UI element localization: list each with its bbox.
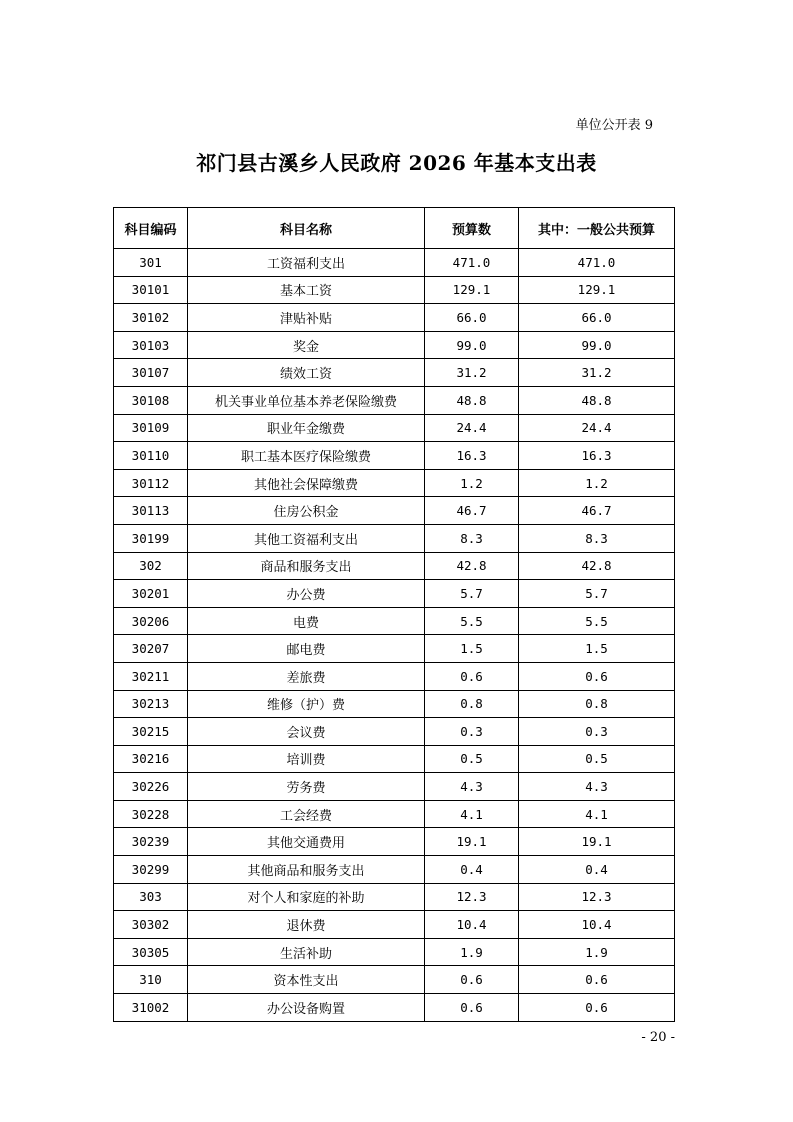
column-header-code: 科目编码: [114, 208, 188, 249]
cell-code: 30108: [114, 386, 188, 414]
cell-general-budget: 8.3: [519, 524, 675, 552]
document-title: 祁门县古溪乡人民政府 2026 年基本支出表: [196, 151, 597, 175]
table-row: [114, 580, 675, 608]
cell-general-budget: 0.6: [519, 966, 675, 994]
cell-name: 住房公积金: [188, 497, 425, 525]
cell-general-budget: 0.6: [519, 662, 675, 690]
table-row: [114, 414, 675, 442]
cell-general-budget: 24.4: [519, 414, 675, 442]
cell-budget: 0.4: [425, 856, 519, 884]
cell-budget: 1.9: [425, 938, 519, 966]
cell-general-budget: 10.4: [519, 911, 675, 939]
cell-budget: 12.3: [425, 883, 519, 911]
cell-budget: 16.3: [425, 442, 519, 470]
cell-code: 30299: [114, 856, 188, 884]
cell-name: 培训费: [188, 745, 425, 773]
cell-code: 30103: [114, 331, 188, 359]
table-row: [114, 497, 675, 525]
cell-budget: 1.2: [425, 469, 519, 497]
cell-general-budget: 16.3: [519, 442, 675, 470]
table-row: [114, 773, 675, 801]
cell-budget: 99.0: [425, 331, 519, 359]
table-row: [114, 276, 675, 304]
column-header-name: 科目名称: [188, 208, 425, 249]
cell-general-budget: 46.7: [519, 497, 675, 525]
column-header-budget: 预算数: [425, 208, 519, 249]
table-row: [114, 938, 675, 966]
table-header-row: [114, 208, 675, 249]
cell-general-budget: 4.1: [519, 800, 675, 828]
cell-budget: 24.4: [425, 414, 519, 442]
page-number: - 20 -: [641, 1030, 675, 1045]
table-row: [114, 966, 675, 994]
cell-code: 30302: [114, 911, 188, 939]
table-row: [114, 856, 675, 884]
cell-code: 30112: [114, 469, 188, 497]
cell-code: 301: [114, 249, 188, 277]
cell-name: 电费: [188, 607, 425, 635]
cell-budget: 0.6: [425, 994, 519, 1022]
table-row: [114, 828, 675, 856]
cell-code: 30201: [114, 580, 188, 608]
cell-general-budget: 99.0: [519, 331, 675, 359]
cell-general-budget: 0.5: [519, 745, 675, 773]
cell-name: 维修（护）费: [188, 690, 425, 718]
cell-code: 30107: [114, 359, 188, 387]
table-row: [114, 359, 675, 387]
cell-code: 30226: [114, 773, 188, 801]
cell-code: 310: [114, 966, 188, 994]
table-row: [114, 911, 675, 939]
table-row: [114, 690, 675, 718]
cell-budget: 129.1: [425, 276, 519, 304]
cell-budget: 5.7: [425, 580, 519, 608]
table-row: [114, 635, 675, 663]
table-row: [114, 386, 675, 414]
table-row: [114, 331, 675, 359]
cell-name: 机关事业单位基本养老保险缴费: [188, 386, 425, 414]
cell-general-budget: 1.5: [519, 635, 675, 663]
table-row: [114, 552, 675, 580]
cell-general-budget: 31.2: [519, 359, 675, 387]
cell-code: 30228: [114, 800, 188, 828]
cell-budget: 1.5: [425, 635, 519, 663]
budget-table: [113, 207, 675, 1022]
cell-budget: 0.5: [425, 745, 519, 773]
cell-name: 会议费: [188, 718, 425, 746]
cell-code: 30216: [114, 745, 188, 773]
column-header-general-budget: 其中：一般公共预算: [519, 208, 675, 249]
cell-name: 其他商品和服务支出: [188, 856, 425, 884]
cell-name: 商品和服务支出: [188, 552, 425, 580]
cell-code: 30109: [114, 414, 188, 442]
cell-budget: 4.1: [425, 800, 519, 828]
cell-code: 30211: [114, 662, 188, 690]
cell-general-budget: 0.6: [519, 994, 675, 1022]
cell-budget: 0.6: [425, 662, 519, 690]
page-label: 单位公开表 9: [575, 118, 653, 133]
cell-code: 30101: [114, 276, 188, 304]
cell-name: 绩效工资: [188, 359, 425, 387]
cell-code: 30102: [114, 304, 188, 332]
cell-name: 退休费: [188, 911, 425, 939]
table-row: [114, 469, 675, 497]
cell-budget: 19.1: [425, 828, 519, 856]
cell-name: 工会经费: [188, 800, 425, 828]
cell-general-budget: 66.0: [519, 304, 675, 332]
cell-general-budget: 12.3: [519, 883, 675, 911]
cell-name: 生活补助: [188, 938, 425, 966]
cell-name: 基本工资: [188, 276, 425, 304]
cell-code: 303: [114, 883, 188, 911]
cell-budget: 0.8: [425, 690, 519, 718]
table-row: [114, 607, 675, 635]
table-row: [114, 800, 675, 828]
table-row: [114, 524, 675, 552]
cell-name: 对个人和家庭的补助: [188, 883, 425, 911]
cell-code: 30305: [114, 938, 188, 966]
cell-name: 奖金: [188, 331, 425, 359]
cell-general-budget: 42.8: [519, 552, 675, 580]
table-row: [114, 442, 675, 470]
cell-budget: 66.0: [425, 304, 519, 332]
cell-code: 30206: [114, 607, 188, 635]
cell-name: 其他交通费用: [188, 828, 425, 856]
table-row: [114, 745, 675, 773]
cell-general-budget: 0.4: [519, 856, 675, 884]
cell-general-budget: 129.1: [519, 276, 675, 304]
cell-budget: 4.3: [425, 773, 519, 801]
cell-budget: 0.3: [425, 718, 519, 746]
cell-general-budget: 471.0: [519, 249, 675, 277]
table-body: [114, 249, 675, 1022]
cell-code: 30199: [114, 524, 188, 552]
cell-general-budget: 5.5: [519, 607, 675, 635]
cell-code: 30213: [114, 690, 188, 718]
cell-code: 30207: [114, 635, 188, 663]
cell-budget: 5.5: [425, 607, 519, 635]
cell-general-budget: 5.7: [519, 580, 675, 608]
cell-general-budget: 0.8: [519, 690, 675, 718]
cell-code: 30113: [114, 497, 188, 525]
cell-name: 其他社会保障缴费: [188, 469, 425, 497]
cell-name: 职业年金缴费: [188, 414, 425, 442]
cell-budget: 31.2: [425, 359, 519, 387]
cell-code: 30239: [114, 828, 188, 856]
cell-budget: 46.7: [425, 497, 519, 525]
cell-code: 31002: [114, 994, 188, 1022]
cell-budget: 8.3: [425, 524, 519, 552]
cell-code: 30110: [114, 442, 188, 470]
cell-name: 职工基本医疗保险缴费: [188, 442, 425, 470]
cell-code: 30215: [114, 718, 188, 746]
cell-name: 工资福利支出: [188, 249, 425, 277]
cell-name: 邮电费: [188, 635, 425, 663]
cell-name: 资本性支出: [188, 966, 425, 994]
table-row: [114, 304, 675, 332]
cell-name: 其他工资福利支出: [188, 524, 425, 552]
cell-name: 差旅费: [188, 662, 425, 690]
table-row: [114, 249, 675, 277]
cell-budget: 42.8: [425, 552, 519, 580]
cell-budget: 0.6: [425, 966, 519, 994]
table-row: [114, 883, 675, 911]
table-row: [114, 994, 675, 1022]
cell-budget: 10.4: [425, 911, 519, 939]
cell-general-budget: 1.2: [519, 469, 675, 497]
cell-general-budget: 19.1: [519, 828, 675, 856]
cell-general-budget: 1.9: [519, 938, 675, 966]
cell-general-budget: 0.3: [519, 718, 675, 746]
cell-budget: 471.0: [425, 249, 519, 277]
cell-general-budget: 48.8: [519, 386, 675, 414]
cell-general-budget: 4.3: [519, 773, 675, 801]
cell-name: 办公设备购置: [188, 994, 425, 1022]
table-row: [114, 662, 675, 690]
table-row: [114, 718, 675, 746]
cell-name: 办公费: [188, 580, 425, 608]
cell-code: 302: [114, 552, 188, 580]
cell-name: 劳务费: [188, 773, 425, 801]
cell-budget: 48.8: [425, 386, 519, 414]
cell-name: 津贴补贴: [188, 304, 425, 332]
